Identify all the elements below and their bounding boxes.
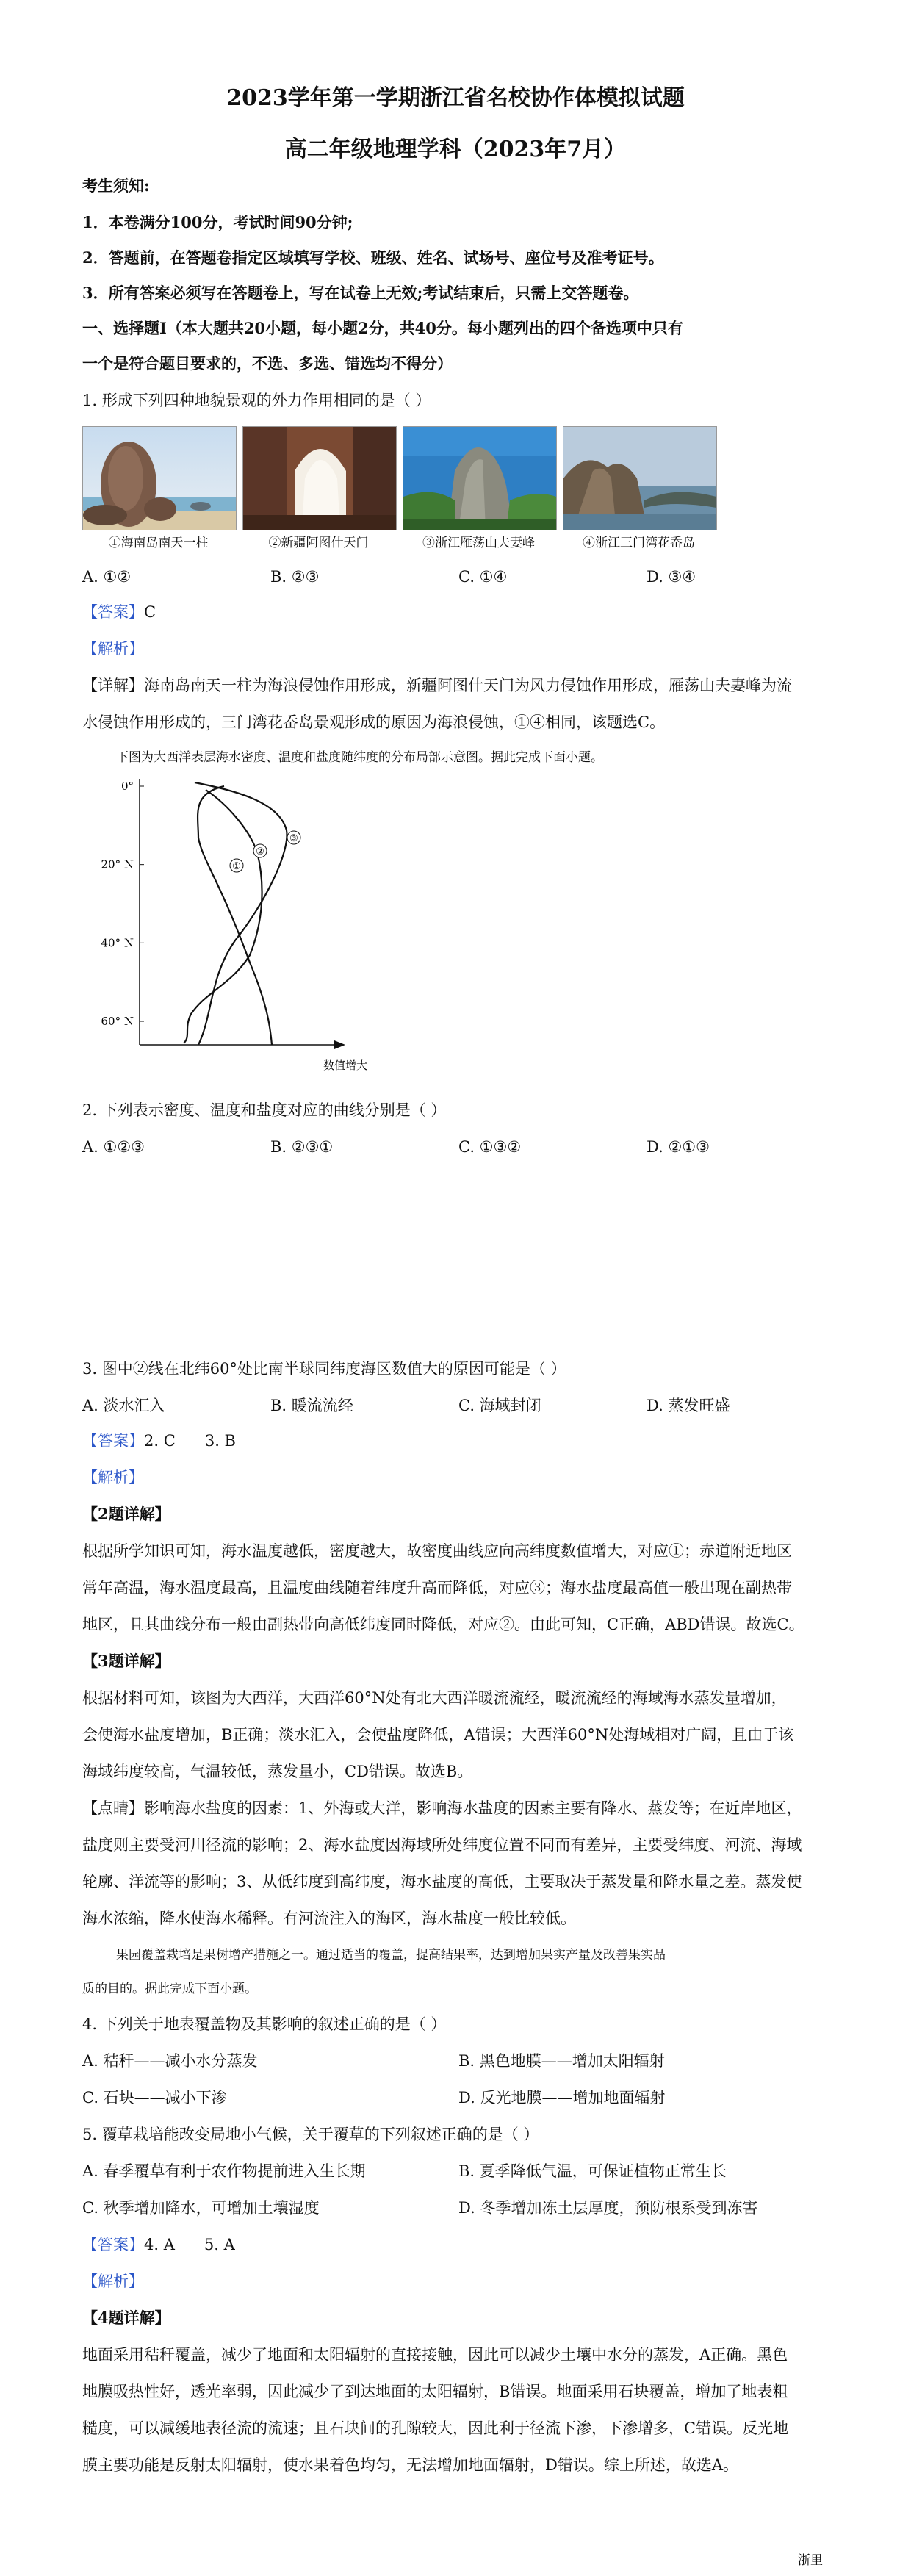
q3-option-c: C. 海域封闭: [458, 1397, 541, 1414]
q23-analysis-label: 【解析】: [82, 1469, 144, 1486]
y-tick-label: 0°: [120, 780, 134, 793]
q5-option-d: D. 冬季增加冻土层厚度，预防根系受到冻害: [458, 2199, 758, 2217]
q3-stem: 3. 图中②线在北纬60°处比南半球同纬度海区数值大的原因可能是（ ）: [82, 1360, 566, 1378]
q3-option-a: A. 淡水汇入: [82, 1397, 165, 1414]
caption-1: ①海南岛南天一柱: [108, 536, 209, 550]
q1-option-a: A. ①②: [82, 568, 132, 586]
q1-option-c: C. ①④: [458, 568, 508, 586]
photo-nantianyizhu: [82, 426, 237, 530]
q3-detail-2: 会使海水盐度增加，B正确；淡水汇入，会使盐度降低，A错误；大西洋60°N处海域相对广阔，且由于该: [82, 1726, 794, 1744]
tip-line-4: 海水浓缩，降水使海水稀释。有河流注入的海区，海水盐度一般比较低。: [82, 1910, 576, 1927]
detail-text: 海南岛南天一柱为海浪侵蚀作用形成，新疆阿图什天门为风力侵蚀作用形成，雁荡山夫妻峰为流: [144, 677, 792, 694]
q4-detail-1: 地面采用秸秆覆盖，减少了地面和太阳辐射的直接接触，因此可以减少土壤中水分的蒸发，A正确。黑色: [82, 2346, 788, 2364]
curve-label-2: [253, 844, 267, 857]
orchard-intro-2: 质的目的。据此完成下面小题。: [82, 1982, 257, 1996]
q1-option-d: D. ③④: [647, 568, 696, 586]
q2-detail-2: 常年高温，海水温度最高，且温度曲线随着纬度升高而降低，对应③；海水盐度最高值一般出现在副热带: [82, 1579, 792, 1597]
notice-1: 1．本卷满分100分，考试时间90分钟;: [82, 213, 353, 231]
notice-heading: 考生须知:: [82, 176, 150, 195]
answer-label: 【答案】: [82, 2236, 144, 2253]
section-heading-1: 一、选择题Ⅰ（本大题共20小题，每小题2分，共40分。每小题列出的四个备选项中只有: [82, 319, 683, 337]
q4-option-a: A. 秸秆——减小水分蒸发: [82, 2052, 258, 2070]
q3-option-b: B. 暖流流经: [270, 1397, 353, 1414]
q1-analysis-label: 【解析】: [82, 640, 144, 658]
answer-label: 【答案】: [82, 603, 144, 621]
notice-3: 3．所有答案必须写在答题卷上，写在试卷上无效;考试结束后，只需上交答题卷。: [82, 284, 639, 302]
caption-2: ②新疆阿图什天门: [268, 536, 369, 550]
q4-option-d: D. 反光地膜——增加地面辐射: [458, 2089, 666, 2107]
q2-option-c: C. ①③②: [458, 1138, 522, 1156]
y-tick-label: 20° N: [101, 857, 134, 871]
q1-option-b: B. ②③: [270, 568, 320, 586]
q5-option-a: A. 春季覆草有利于农作物提前进入生长期: [82, 2162, 366, 2180]
caption-3: ③浙江雁荡山夫妻峰: [422, 536, 535, 550]
q2-detail-1: 根据所学知识可知，海水温度越低，密度越大，故密度曲线应向高纬度数值增大，对应①；赤道附近地区: [82, 1542, 792, 1560]
q45-analysis-label: 【解析】: [82, 2273, 144, 2290]
q2-option-a: A. ①②③: [82, 1138, 145, 1156]
photo-tianmen: [242, 426, 397, 530]
q45-answer: [82, 2226, 235, 2263]
curve-label-3: [287, 831, 300, 844]
chart-intro: 下图为大西洋表层海水密度、温度和盐度随纬度的分布局部示意图。据此完成下面小题。: [116, 750, 603, 765]
q3-detail-1: 根据材料可知，该图为大西洋，大西洋60°N处有北大西洋暖流流经，暖流流经的海域海水蒸发量增加，: [82, 1689, 787, 1707]
q23-answer: [82, 1422, 236, 1459]
x-axis-arrow: [334, 1040, 345, 1049]
y-tick-label: 60° N: [101, 1015, 134, 1028]
q2-detail-3: 地区，且其曲线分布一般由副热带向高低纬度同时降低，对应②。由此可知，C正确，ABD错误。故选C。: [82, 1616, 804, 1633]
q4-stem: 4. 下列关于地表覆盖物及其影响的叙述正确的是（ ）: [82, 2015, 447, 2033]
caption-4: ④浙江三门湾花岙岛: [583, 536, 695, 550]
series-label-2: ②: [256, 846, 264, 857]
answer-value: C: [144, 603, 156, 621]
answer-value: 4. A 5. A: [144, 2236, 235, 2253]
detail-label: 【详解】: [82, 677, 144, 694]
curve-label-1: [230, 859, 243, 872]
exam-subtitle: 高二年级地理学科（2023年7月）: [284, 137, 627, 162]
q2-stem: 2. 下列表示密度、温度和盐度对应的曲线分别是（ ）: [82, 1101, 447, 1119]
q3-detail-3: 海域纬度较高，气温较低，蒸发量小，CD错误。故选B。: [82, 1763, 473, 1780]
answer-label: 【答案】: [82, 1432, 144, 1450]
exam-title: 2023学年第一学期浙江省名校协作体模拟试题: [226, 85, 685, 111]
orchard-intro-1: 果园覆盖栽培是果树增产措施之一。通过适当的覆盖，提高结果率，达到增加果实产量及改善果实品: [116, 1948, 666, 1962]
notice-2: 2．答题前，在答题卷指定区域填写学校、班级、姓名、试场号、座位号及准考证号。: [82, 248, 664, 267]
q5-option-c: C. 秋季增加降水，可增加土壤湿度: [82, 2199, 320, 2217]
q1-detail-line-2: 水侵蚀作用形成的，三门湾花岙岛景观形成的原因为海浪侵蚀，①④相同，该题选C。: [82, 713, 666, 731]
photo-fuqifeng: [403, 426, 557, 530]
footer-watermark: 浙里: [798, 2553, 823, 2568]
q5-option-b: B. 夏季降低气温，可保证植物正常生长: [458, 2162, 727, 2180]
q1-stem: 1. 形成下列四种地貌景观的外力作用相同的是（ ）: [82, 392, 431, 409]
tip-line-2: 盐度则主要受河川径流的影响；2、海水盐度因海域所处纬度位置不同而有差异，主要受纬度、河流、海域: [82, 1836, 802, 1854]
q1-answer: [82, 594, 156, 630]
q4-option-b: B. 黑色地膜——增加太阳辐射: [458, 2052, 665, 2070]
q4-detail-2: 地膜吸热性好，透光率弱，因此减少了到达地面的太阳辐射，B错误。地面采用石块覆盖，增加了地表粗: [82, 2383, 788, 2400]
series-label-1: ①: [232, 861, 241, 872]
salinity-chart: [81, 771, 368, 1080]
q3-option-d: D. 蒸发旺盛: [647, 1397, 730, 1414]
answer-value: 2. C 3. B: [144, 1432, 236, 1450]
tip-label: 【点睛】: [82, 1799, 144, 1817]
q2-option-d: D. ②①③: [647, 1138, 710, 1156]
q1-detail-line-1: [82, 667, 792, 704]
q4-detail-4: 膜主要功能是反射太阳辐射，使水果着色均匀，无法增加地面辐射，D错误。综上所述，故选A。: [82, 2456, 738, 2474]
tip-line-3: 轮廓、洋流等的影响；3、从低纬度到高纬度，海水盐度的高低，主要取决于蒸发量和降水量之差。蒸发使: [82, 1873, 802, 1890]
q4-detail-3: 糙度，可以减缓地表径流的流速；且石块间的孔隙较大，因此利于径流下渗，下渗增多，C错误。反光地: [82, 2420, 789, 2437]
series-label-3: ③: [289, 833, 298, 844]
q2-detail-label: 【2题详解】: [82, 1505, 170, 1523]
q2-option-b: B. ②③①: [270, 1138, 334, 1156]
x-axis-label: 数值增大: [323, 1059, 368, 1072]
q3-detail-label: 【3题详解】: [82, 1652, 170, 1670]
curve-2: [184, 790, 262, 1043]
tip-line-1: [82, 1790, 802, 1827]
tip-text: 影响海水盐度的因素：1、外海或大洋，影响海水盐度的因素主要有降水、蒸发等；在近岸地区，: [144, 1799, 802, 1817]
q4-option-c: C. 石块——减小下渗: [82, 2089, 227, 2107]
y-tick-label: 40° N: [101, 936, 134, 950]
section-heading-2: 一个是符合题目要求的，不选、多选、错选均不得分）: [82, 354, 453, 373]
q4-detail-label: 【4题详解】: [82, 2309, 170, 2327]
q5-stem: 5. 覆草栽培能改变局地小气候，关于覆草的下列叙述正确的是（ ）: [82, 2126, 539, 2143]
photo-huaaodao: [563, 426, 717, 530]
